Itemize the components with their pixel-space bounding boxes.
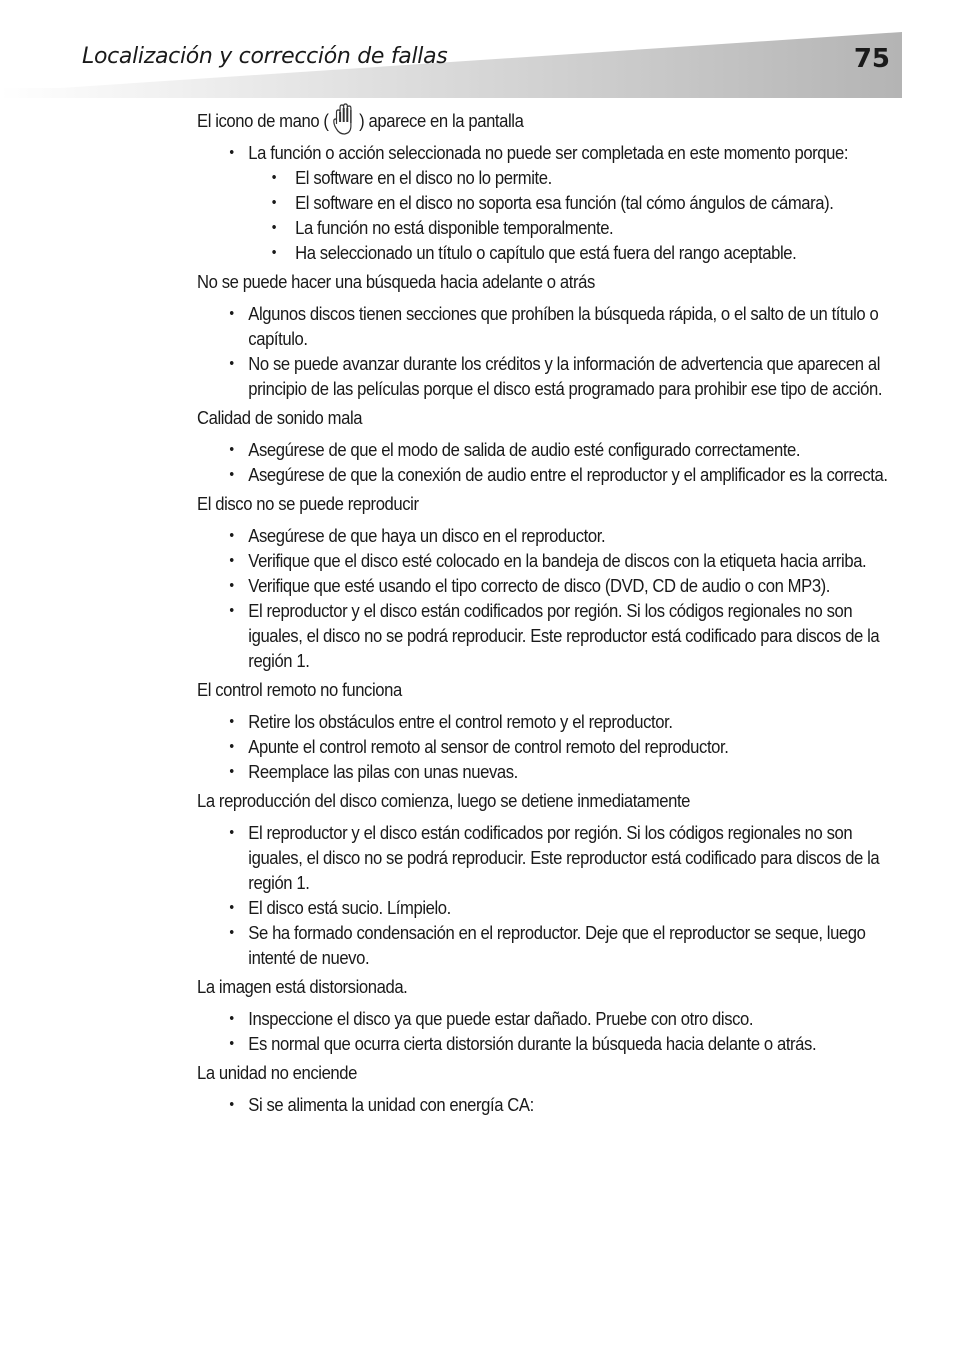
section-playback-stops xyxy=(197,788,899,970)
list-item: • El disco está sucio. Límpielo. xyxy=(229,895,899,920)
section-disc-wont-play xyxy=(197,491,899,673)
section-remote-control xyxy=(197,677,899,784)
bullet-list xyxy=(197,820,899,970)
list-item: • Asegúrese de que haya un disco en el reproductor. xyxy=(229,523,899,548)
sub-list-item: • El software en el disco no soporta esa función (tal cómo ángulos de cámara). xyxy=(272,190,899,215)
section-heading: Calidad de sonido mala xyxy=(197,407,363,428)
section-heading: El disco no se puede reproducir xyxy=(197,493,419,514)
bullet-list xyxy=(197,709,899,784)
bullet-list xyxy=(197,523,899,673)
list-item: • No se puede avanzar durante los créditos y la información de advertencia que aparecen al principio de las películas porque el disco está programado para prohibir ese tipo de acción. xyxy=(229,351,899,401)
list-item: • Inspeccione el disco ya que puede estar dañado. Pruebe con otro disco. xyxy=(229,1006,899,1031)
list-item: • Reemplace las pilas con unas nuevas. xyxy=(229,759,899,784)
bullet-list xyxy=(197,437,899,487)
list-item: • Asegúrese de que la conexión de audio entre el reproductor y el amplificador es la correcta. xyxy=(229,462,899,487)
list-item: • Apunte el control remoto al sensor de control remoto del reproductor. xyxy=(229,734,899,759)
section-heading xyxy=(197,108,899,133)
section-search xyxy=(197,269,899,401)
list-item: • Retire los obstáculos entre el control remoto y el reproductor. xyxy=(229,709,899,734)
hand-icon xyxy=(332,102,355,138)
list-item: • Verifique que el disco esté colocado en la bandeja de discos con la etiqueta hacia arriba. xyxy=(229,548,899,573)
section-sound-quality xyxy=(197,405,899,487)
sub-list xyxy=(248,165,899,265)
list-item: • Verifique que esté usando el tipo correcto de disco (DVD, CD de audio o con MP3). xyxy=(229,573,899,598)
list-item: • El reproductor y el disco están codificados por región. Si los códigos regionales no son iguales, el disco no se podrá reproducir. Este reproductor está codificado para discos de la región 1. xyxy=(229,820,899,895)
section-hand-icon xyxy=(197,108,899,265)
list-item: • El reproductor y el disco están codificados por región. Si los códigos regionales no son iguales, el disco no se podrá reproducir. Este reproductor está codificado para discos de la región 1. xyxy=(229,598,899,673)
list-item: • Se ha formado condensación en el reproductor. Deje que el reproductor se seque, luego intenté de nuevo. xyxy=(229,920,899,970)
page-content xyxy=(197,108,888,1121)
section-heading: La unidad no enciende xyxy=(197,1062,358,1083)
section-heading: El control remoto no funciona xyxy=(197,679,402,700)
list-item: • La función o acción seleccionada no puede ser completada en este momento porque: • El software en el disco no lo permite. • El software en el disco no soporta esa función (tal cómo ángulos de cámara). • La función no está disponible temporalmente. • Ha seleccionado un título o capítulo que está fuera del rango aceptable. xyxy=(229,140,899,265)
list-item: • Asegúrese de que el modo de salida de audio esté configurado correctamente. xyxy=(229,437,899,462)
heading-text-post: ) aparece en la pantalla xyxy=(359,110,524,131)
sub-list-item: • Ha seleccionado un título o capítulo que está fuera del rango aceptable. xyxy=(272,240,899,265)
list-item: • Algunos discos tienen secciones que prohíben la búsqueda rápida, o el salto de un título o capítulo. xyxy=(229,301,899,351)
section-no-power xyxy=(197,1060,899,1117)
bullet-list xyxy=(197,140,899,265)
section-heading: No se puede hacer una búsqueda hacia adelante o atrás xyxy=(197,271,595,292)
bullet-list xyxy=(197,301,899,401)
heading-text-pre: El icono de mano ( xyxy=(197,110,329,131)
bullet-list xyxy=(197,1006,899,1056)
bullet-list xyxy=(197,1092,899,1117)
list-item: • Si se alimenta la unidad con energía CA: xyxy=(229,1092,899,1117)
section-heading: La imagen está distorsionada. xyxy=(197,976,408,997)
sub-list-item: • El software en el disco no lo permite. xyxy=(272,165,899,190)
section-distorted-image xyxy=(197,974,899,1056)
list-item: • Es normal que ocurra cierta distorsión durante la búsqueda hacia delante o atrás. xyxy=(229,1031,899,1056)
section-heading: La reproducción del disco comienza, luego se detiene inmediatamente xyxy=(197,790,691,811)
chapter-title: Localización y corrección de fallas xyxy=(82,44,448,69)
sub-list-item: • La función no está disponible temporalmente. xyxy=(272,215,899,240)
page-number: 75 xyxy=(853,44,890,74)
